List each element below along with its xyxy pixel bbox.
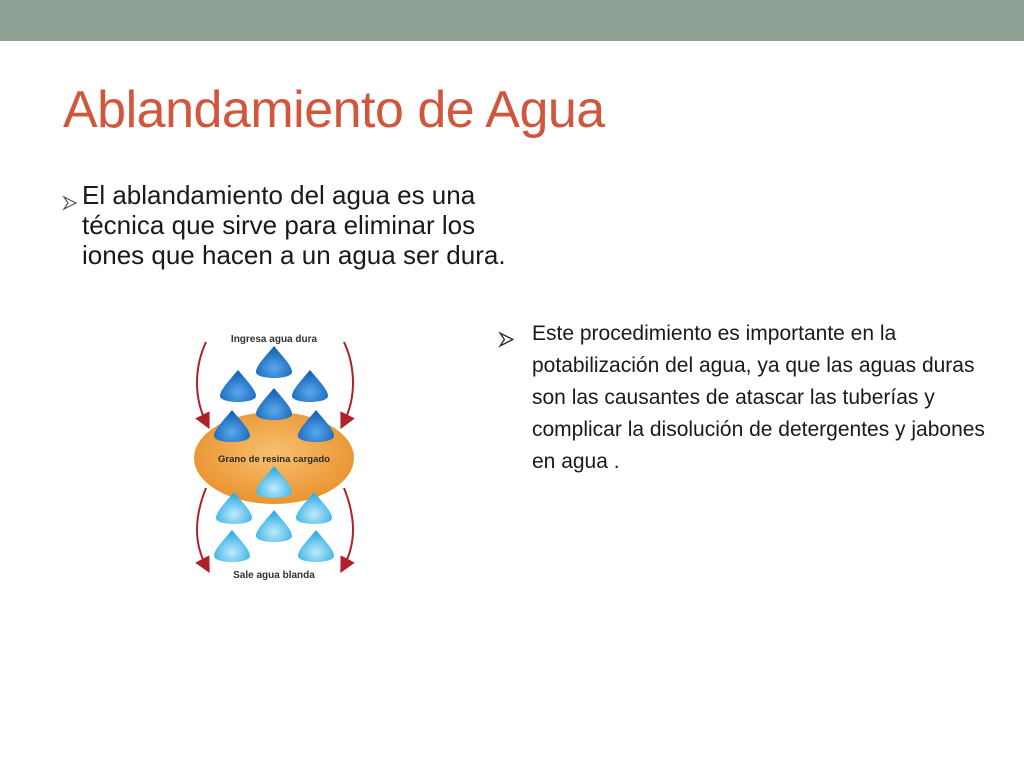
water-softening-diagram xyxy=(188,328,360,584)
arrow-bullet-icon xyxy=(62,187,82,217)
hard-water-drop-icon xyxy=(256,346,292,378)
hard-water-drop-icon xyxy=(298,410,334,442)
hard-water-drop-icon xyxy=(256,388,292,420)
top-accent-bar xyxy=(0,0,1024,41)
slide-title: Ablandamiento de Agua xyxy=(63,81,605,139)
flow-arrow-icon xyxy=(344,488,353,566)
diagram-center-label: Grano de resina cargado xyxy=(218,454,330,465)
arrow-bullet-icon xyxy=(498,326,532,358)
bullet-item xyxy=(62,180,532,270)
soft-water-drop-icon xyxy=(298,530,334,562)
soft-water-drop-icon xyxy=(214,530,250,562)
hard-water-drop-icon xyxy=(292,370,328,402)
hard-water-drop-icon xyxy=(220,370,256,402)
diagram-top-label: Ingresa agua dura xyxy=(230,334,318,345)
soft-water-drop-icon xyxy=(256,510,292,542)
diagram-bottom-label: Sale agua blanda xyxy=(233,570,315,581)
flow-arrow-icon xyxy=(197,488,206,566)
flow-arrow-icon xyxy=(197,342,206,422)
hard-water-drop-icon xyxy=(214,410,250,442)
flow-arrow-icon xyxy=(344,342,353,422)
bullet-item xyxy=(498,318,998,478)
bullet-text: El ablandamiento del agua es una técnica que sirve para eliminar los iones que hacen a un agua ser dura. xyxy=(82,180,506,270)
bullet-text: Este procedimiento es importante en la potabilización del agua, ya que las aguas duras son las causantes de atascar las tuberías y complicar la disolución de detergentes y jabones en agua . xyxy=(532,322,985,473)
